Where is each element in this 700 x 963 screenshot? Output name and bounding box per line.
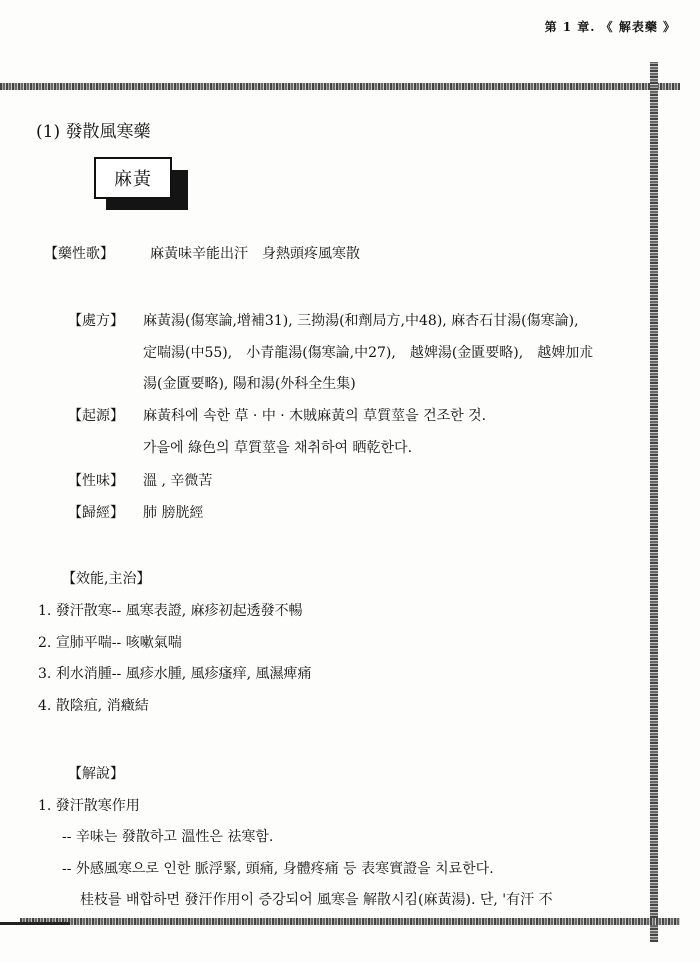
efficacy-text: 利水消腫-- 風疹水腫, 風疹瘙痒, 風濕痺痛 xyxy=(55,666,312,682)
prescription-label: 【處方】 xyxy=(68,313,124,329)
efficacy-text: 宣肺平喘-- 咳嗽氣喘 xyxy=(55,635,182,651)
explanation-line: 桂枝를 배합하면 發汗作用이 증강되어 風寒을 解散시킴(麻黃湯). 단, '有汗 不 xyxy=(80,892,553,908)
explanation-line: -- 外感風寒으로 인한 脈浮緊, 頭痛, 身體疼痛 등 表寒實證을 치료한다. xyxy=(62,861,494,877)
efficacy-item xyxy=(38,695,149,715)
origin-line: 가을에 綠色의 草質莖을 채취하여 晒乾한다. xyxy=(143,440,413,456)
efficacy-item xyxy=(38,663,312,683)
efficacy-number: 3. xyxy=(38,666,52,682)
efficacy-number: 2. xyxy=(38,635,52,651)
page-border-bottom xyxy=(20,918,680,925)
meridian-label: 【歸經】 xyxy=(68,505,124,521)
meridian-text: 肺 膀胱經 xyxy=(143,505,204,521)
song-text: 麻黃味辛能出汗 身熱頭疼風寒散 xyxy=(150,246,360,262)
song-label: 【藥性歌】 xyxy=(44,246,114,262)
efficacy-item xyxy=(38,600,303,620)
page-border-right xyxy=(650,62,658,942)
efficacy-item xyxy=(38,632,182,652)
herb-name: 麻黃 xyxy=(114,169,152,190)
efficacy-text: 發汗散寒-- 風寒表證, 麻疹初起透發不暢 xyxy=(55,603,303,619)
nature-label: 【性味】 xyxy=(68,473,124,489)
chapter-header: 第 1 章. 《 解表藥 》 xyxy=(544,20,676,34)
origin-line: 麻黃科에 속한 草 · 中 · 木賊麻黃의 草質莖을 건조한 것. xyxy=(143,408,487,424)
page-border-bottom-accent xyxy=(0,922,70,925)
prescription-line: 湯(金匱要略), 陽和湯(外科全生集) xyxy=(143,376,356,392)
page-border-top xyxy=(0,83,680,90)
efficacy-text: 散陰疽, 消癥結 xyxy=(55,698,149,714)
herb-title-box xyxy=(94,157,172,199)
section-title: (1) 發散風寒藥 xyxy=(36,122,151,142)
prescription-line: 麻黃湯(傷寒論,增補31), 三拗湯(和劑局方,中48), 麻杏石甘湯(傷寒論), xyxy=(143,313,579,329)
explanation-label: 【解說】 xyxy=(68,766,124,782)
efficacy-label: 【效能,主治】 xyxy=(62,571,151,587)
explanation-line: -- 辛味는 發散하고 溫性은 祛寒함. xyxy=(62,829,274,845)
efficacy-number: 4. xyxy=(38,698,52,714)
prescription-line: 定喘湯(中55), 小青龍湯(傷寒論,中27), 越婢湯(金匱要略), 越婢加朮 xyxy=(143,345,594,361)
explanation-heading: 1. 發汗散寒作用 xyxy=(38,798,140,814)
origin-label: 【起源】 xyxy=(68,408,124,424)
efficacy-number: 1. xyxy=(38,603,52,619)
nature-text: 溫 , 辛微苦 xyxy=(143,473,213,489)
